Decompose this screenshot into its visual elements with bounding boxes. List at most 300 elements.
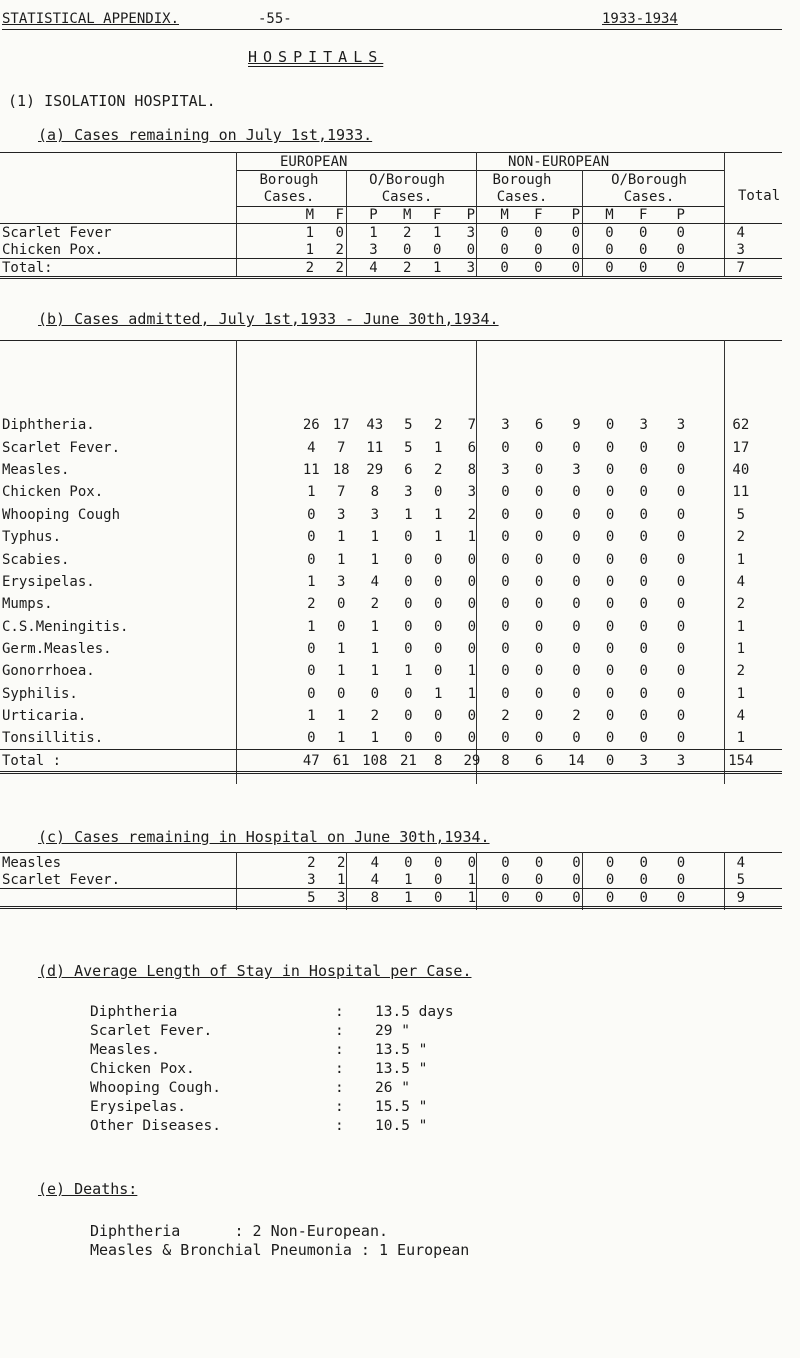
row-total: 4 [736,224,745,241]
cell-value: 0 [434,596,443,613]
table-row [0,660,782,682]
table-row [0,548,782,570]
cell-value: 0 [639,551,648,568]
row-label: Scarlet Fever. [2,871,121,888]
cell-value: 0 [605,439,615,456]
sub-borough-non: Borough Cases. [492,172,552,205]
row-label: Urticaria. [2,708,87,725]
cell-value: 1 [336,641,346,658]
cell-value: 0 [336,685,346,702]
cell-value: 0 [501,618,510,635]
cell-value: 0 [572,573,581,590]
stay-value: 13.5 " [375,1042,428,1058]
cell-value: 108 [362,752,388,769]
cell-value: 0 [434,484,443,501]
cell-value: 0 [501,685,510,702]
cell-value: 0 [572,663,581,680]
table-row [0,593,782,615]
table-row [0,504,782,526]
stay-sep: : [335,1004,344,1020]
group-european: EUROPEAN [280,154,348,170]
cell-value: 0 [534,871,544,888]
total-label: Total : [2,752,62,769]
cell-value: 0 [605,461,615,478]
cell-value: 1 [336,871,346,888]
table-row: Chicken Pox. 1 2 3 0 0 0 0 0 0 0 0 0 3 [0,241,782,259]
table-row [0,683,782,705]
cell-value: 11 [302,461,320,478]
cell-value: 0 [605,871,615,888]
cell-value: 6 [534,752,544,769]
appendix-label: STATISTICAL APPENDIX. [2,11,180,27]
cell-value: 0 [572,685,581,702]
caption-e-text: (e) Deaths: [38,1180,138,1198]
cell-value: 1 [370,551,379,568]
cell-value: 0 [639,889,648,906]
table-row [0,854,782,871]
cell-value: 0 [501,871,510,888]
cell-value: 0 [572,506,581,523]
table-row [0,526,782,548]
row-label: Mumps. [2,596,53,613]
cell-value: 1 [307,484,316,501]
cell-value: 0 [676,663,686,680]
cell-value: 0 [307,685,316,702]
cell-value: 0 [404,529,413,546]
cell-value: 1 [370,618,379,635]
table-c-grid [0,854,782,909]
cell-value: 0 [605,551,615,568]
row-label: Scarlet Fever [2,224,112,241]
cell-value: 0 [572,641,581,658]
cell-value: 1 [370,663,379,680]
stay-row [90,1042,575,1061]
cell-value: 0 [467,708,477,725]
cell-value: 2 [434,417,443,434]
cell-value: 3 [336,889,346,906]
cell-value: 0 [605,484,615,501]
cell-value: 8 [370,889,379,906]
caption-c: (c) Cases remaining in Hospital on June 30th,1934. [38,828,490,846]
cell-value: 0 [534,685,544,702]
cell-value: 0 [404,573,413,590]
cell-value: 0 [572,529,581,546]
cell-value: 0 [639,685,648,702]
cell-value: 0 [501,854,510,871]
col-p: P [676,206,685,223]
total-header: Total [738,188,781,204]
row-label: Diphtheria. [2,417,95,434]
table-row [0,459,782,481]
cell-value: 0 [534,889,544,906]
col-p: P [571,206,580,223]
cell-value: 7 [336,484,346,501]
cell-value: 0 [605,889,615,906]
deaths-line-1: Diphtheria : 2 Non-European. [90,1222,389,1240]
cell-value: 0 [605,529,615,546]
caption-a: (a) Cases remaining on July 1st,1933. [38,126,373,144]
cell-value: 0 [639,871,648,888]
row-total: 3 [736,241,745,258]
stay-row [90,1118,575,1137]
cell-value: 0 [534,439,544,456]
row-total: 2 [736,596,746,613]
cell-value: 8 [370,484,379,501]
cell-value: 0 [467,618,477,635]
cell-value: 1 [336,730,346,747]
cell-value: 0 [534,461,544,478]
cell-value: 0 [676,439,686,456]
table-row [0,638,782,660]
cell-value: 26 [302,417,320,434]
cell-value: 2 [467,506,477,523]
cell-value: 0 [434,573,443,590]
cell-value: 0 [639,439,648,456]
col-f: F [639,206,648,223]
cell-value: 3 [404,484,413,501]
cell-value: 43 [366,417,384,434]
row-label: Chicken Pox. [2,241,104,258]
cell-value: 0 [572,551,581,568]
cell-value: 0 [534,618,544,635]
row-label: Scabies. [2,551,70,568]
cell-value: 2 [370,596,379,613]
cell-value: 0 [307,529,316,546]
cell-value: 1 [467,889,477,906]
cell-value: 0 [434,551,443,568]
cell-value: 0 [572,730,581,747]
cell-value: 0 [605,641,615,658]
cell-value: 0 [676,618,686,635]
stay-sep: : [335,1080,344,1096]
table-b-grid [0,414,782,774]
table-row [0,436,782,458]
row-total: 1 [736,685,746,702]
stay-label: Diphtheria [90,1004,178,1020]
sub-oborough: O/Borough Cases. [369,172,445,205]
stay-value: 10.5 " [375,1118,428,1134]
cell-value: 0 [534,506,544,523]
cell-value: 0 [434,854,443,871]
cell-value: 0 [605,618,615,635]
cell-value: 0 [534,663,544,680]
cell-value: 0 [676,854,686,871]
stay-sep: : [335,1023,344,1039]
cell-value: 2 [370,708,379,725]
cell-value: 1 [434,529,443,546]
cell-value: 0 [467,730,477,747]
stay-row [90,1023,575,1042]
cell-value: 0 [467,641,477,658]
row-total: 9 [736,889,746,906]
cell-value: 3 [370,506,379,523]
row-total: 4 [736,854,746,871]
cell-value: 5 [404,439,413,456]
cell-value: 0 [404,730,413,747]
table-row [0,616,782,638]
cell-value: 5 [404,417,413,434]
cell-value: 1 [336,708,346,725]
cell-value: 6 [404,461,413,478]
cell-value: 1 [434,439,443,456]
col-m: M [500,206,509,223]
cell-value: 0 [572,596,581,613]
stay-value: 26 " [375,1080,410,1096]
cell-value: 29 [463,752,481,769]
cell-value: 0 [572,871,581,888]
deaths-line-2: Measles & Bronchial Pneumonia : 1 European [90,1241,470,1259]
stay-label: Measles. [90,1042,160,1058]
row-total: 2 [736,529,746,546]
cell-value: 29 [366,461,384,478]
cell-value: 1 [336,663,346,680]
cell-value: 1 [336,551,346,568]
cell-value: 0 [676,484,686,501]
col-m: M [305,206,314,223]
cell-value: 2 [434,461,443,478]
caption-d [38,962,471,980]
cell-value: 1 [404,871,413,888]
cell-value: 0 [534,551,544,568]
cell-value: 2 [572,708,581,725]
cell-value: 6 [467,439,477,456]
cell-value: 0 [676,506,686,523]
cell-value: 0 [434,889,443,906]
table-total-row [0,889,782,908]
cell-value: 0 [404,641,413,658]
cell-value: 2 [307,854,316,871]
stay-label: Other Diseases. [90,1118,221,1134]
cell-value: 3 [467,484,477,501]
row-total: 17 [732,439,750,456]
cell-value: 0 [467,854,477,871]
cell-value: 0 [501,573,510,590]
cell-value: 3 [572,461,581,478]
row-total: 5 [736,506,746,523]
cell-value: 3 [639,752,648,769]
row-label: Scarlet Fever. [2,439,121,456]
cell-value: 1 [467,529,477,546]
row-label: Measles [2,854,62,871]
cell-value: 0 [605,417,615,434]
col-m: M [402,206,412,223]
cell-value: 0 [534,730,544,747]
cell-value: 0 [605,854,615,871]
cell-value: 0 [501,551,510,568]
col-p: P [369,206,378,223]
cell-value: 0 [676,685,686,702]
cell-value: 0 [307,663,316,680]
cell-value: 0 [307,730,316,747]
cell-value: 0 [639,484,648,501]
stay-label: Scarlet Fever. [90,1023,213,1039]
row-total: 1 [736,641,746,658]
cell-value: 14 [568,752,585,769]
cell-value: 0 [605,708,615,725]
cell-value: 0 [534,484,544,501]
cell-value: 0 [639,461,648,478]
total-label: Total: [2,259,53,276]
cell-value: 0 [605,685,615,702]
cell-value: 0 [434,618,443,635]
cell-value: 1 [467,871,477,888]
cell-value: 2 [336,854,346,871]
cell-value: 0 [572,889,581,906]
cell-value: 0 [605,663,615,680]
cell-value: 0 [404,618,413,635]
cell-value: 0 [404,708,413,725]
cell-value: 3 [307,871,316,888]
cell-value: 1 [404,663,413,680]
cell-value: 0 [639,529,648,546]
section-heading-text: (1) ISOLATION HOSPITAL. [8,92,216,110]
stay-value: 13.5 " [375,1061,428,1077]
cell-value: 0 [501,663,510,680]
cell-value: 0 [501,529,510,546]
table-a-grid [0,206,782,279]
cell-value: 0 [467,573,477,590]
table-row [0,414,782,436]
cell-value: 18 [332,461,350,478]
stay-label: Whooping Cough. [90,1080,221,1096]
stay-label: Chicken Pox. [90,1061,195,1077]
cell-value: 8 [501,752,510,769]
table-row [0,727,782,749]
stay-row [90,1099,575,1118]
cell-value: 0 [534,529,544,546]
cell-value: 0 [676,596,686,613]
cell-value: 0 [572,439,581,456]
cell-value: 1 [370,641,379,658]
row-label: Gonorrhoea. [2,663,95,680]
cell-value: 0 [639,506,648,523]
cell-value: 1 [336,529,346,546]
cell-value: 0 [676,641,686,658]
stay-label: Erysipelas. [90,1099,187,1115]
group-non-european: NON-EUROPEAN [508,154,610,170]
cell-value: 1 [434,506,443,523]
cell-value: 1 [307,618,316,635]
cell-value: 0 [605,573,615,590]
row-label: Whooping Cough [2,506,121,523]
row-total: 4 [736,708,746,725]
row-total: 40 [732,461,750,478]
stay-list [90,1004,575,1137]
stay-sep: : [335,1099,344,1115]
row-label: Typhus. [2,529,62,546]
row-total: 11 [732,484,750,501]
stay-row [90,1061,575,1080]
page-number: -55- [258,11,292,27]
cell-value: 0 [639,663,648,680]
col-f: F [335,206,344,223]
cell-value: 1 [467,663,477,680]
cell-value: 0 [434,871,443,888]
cell-value: 0 [639,641,648,658]
year-range: 1933-1934 [602,11,678,27]
cell-value: 1 [434,685,443,702]
cell-value: 0 [434,641,443,658]
cell-value: 0 [336,596,346,613]
cell-value: 4 [307,439,316,456]
cell-value: 0 [605,506,615,523]
section-heading [8,92,216,110]
cell-value: 3 [336,573,346,590]
cell-value: 0 [676,730,686,747]
caption-b: (b) Cases admitted, July 1st,1933 - June 30th,1934. [38,310,499,328]
col-f: F [534,206,543,223]
row-total: 7 [736,259,745,276]
cell-value: 9 [572,417,581,434]
cell-value: 11 [366,439,384,456]
cell-value: 0 [676,871,686,888]
col-m: M [605,206,614,223]
row-total: 4 [736,573,746,590]
col-p: P [466,206,476,223]
cell-value: 0 [639,730,648,747]
col-f: F [432,206,442,223]
cell-value: 3 [676,417,686,434]
cell-value: 5 [307,889,316,906]
cell-value: 3 [676,752,686,769]
page-title: HOSPITALS [248,48,384,66]
cell-value: 2 [501,708,510,725]
cell-value: 0 [467,551,477,568]
table-total-row [0,750,782,772]
row-total: 62 [732,417,750,434]
cell-value: 1 [370,529,379,546]
cell-value: 0 [370,685,379,702]
stay-sep: : [335,1061,344,1077]
row-total: 1 [736,618,746,635]
cell-value: 2 [307,596,316,613]
cell-value: 0 [501,484,510,501]
stay-value: 29 " [375,1023,410,1039]
table-row [0,871,782,889]
cell-value: 0 [676,889,686,906]
cell-value: 0 [676,461,686,478]
row-label: Chicken Pox. [2,484,104,501]
sub-borough: Borough Cases. [259,172,319,205]
row-label: Syphilis. [2,685,78,702]
cell-value: 0 [501,439,510,456]
cell-value: 0 [534,708,544,725]
row-label: C.S.Meningitis. [2,618,129,635]
stay-row [90,1004,575,1023]
cell-value: 0 [639,618,648,635]
cell-value: 0 [639,596,648,613]
cell-value: 0 [434,708,443,725]
cell-value: 0 [572,618,581,635]
cell-value: 0 [404,685,413,702]
row-total: 5 [736,871,746,888]
cell-value: 0 [501,730,510,747]
row-total: 2 [736,663,746,680]
cell-value: 4 [370,871,379,888]
cell-value: 0 [404,551,413,568]
table-a-col-headers [0,206,782,224]
cell-value: 3 [639,417,648,434]
stay-row [90,1080,575,1099]
cell-value: 0 [307,506,316,523]
cell-value: 0 [534,641,544,658]
row-total: 1 [736,730,746,747]
caption-e [38,1180,137,1198]
cell-value: 7 [336,439,346,456]
cell-value: 0 [605,730,615,747]
cell-value: 0 [307,641,316,658]
cell-value: 0 [639,854,648,871]
